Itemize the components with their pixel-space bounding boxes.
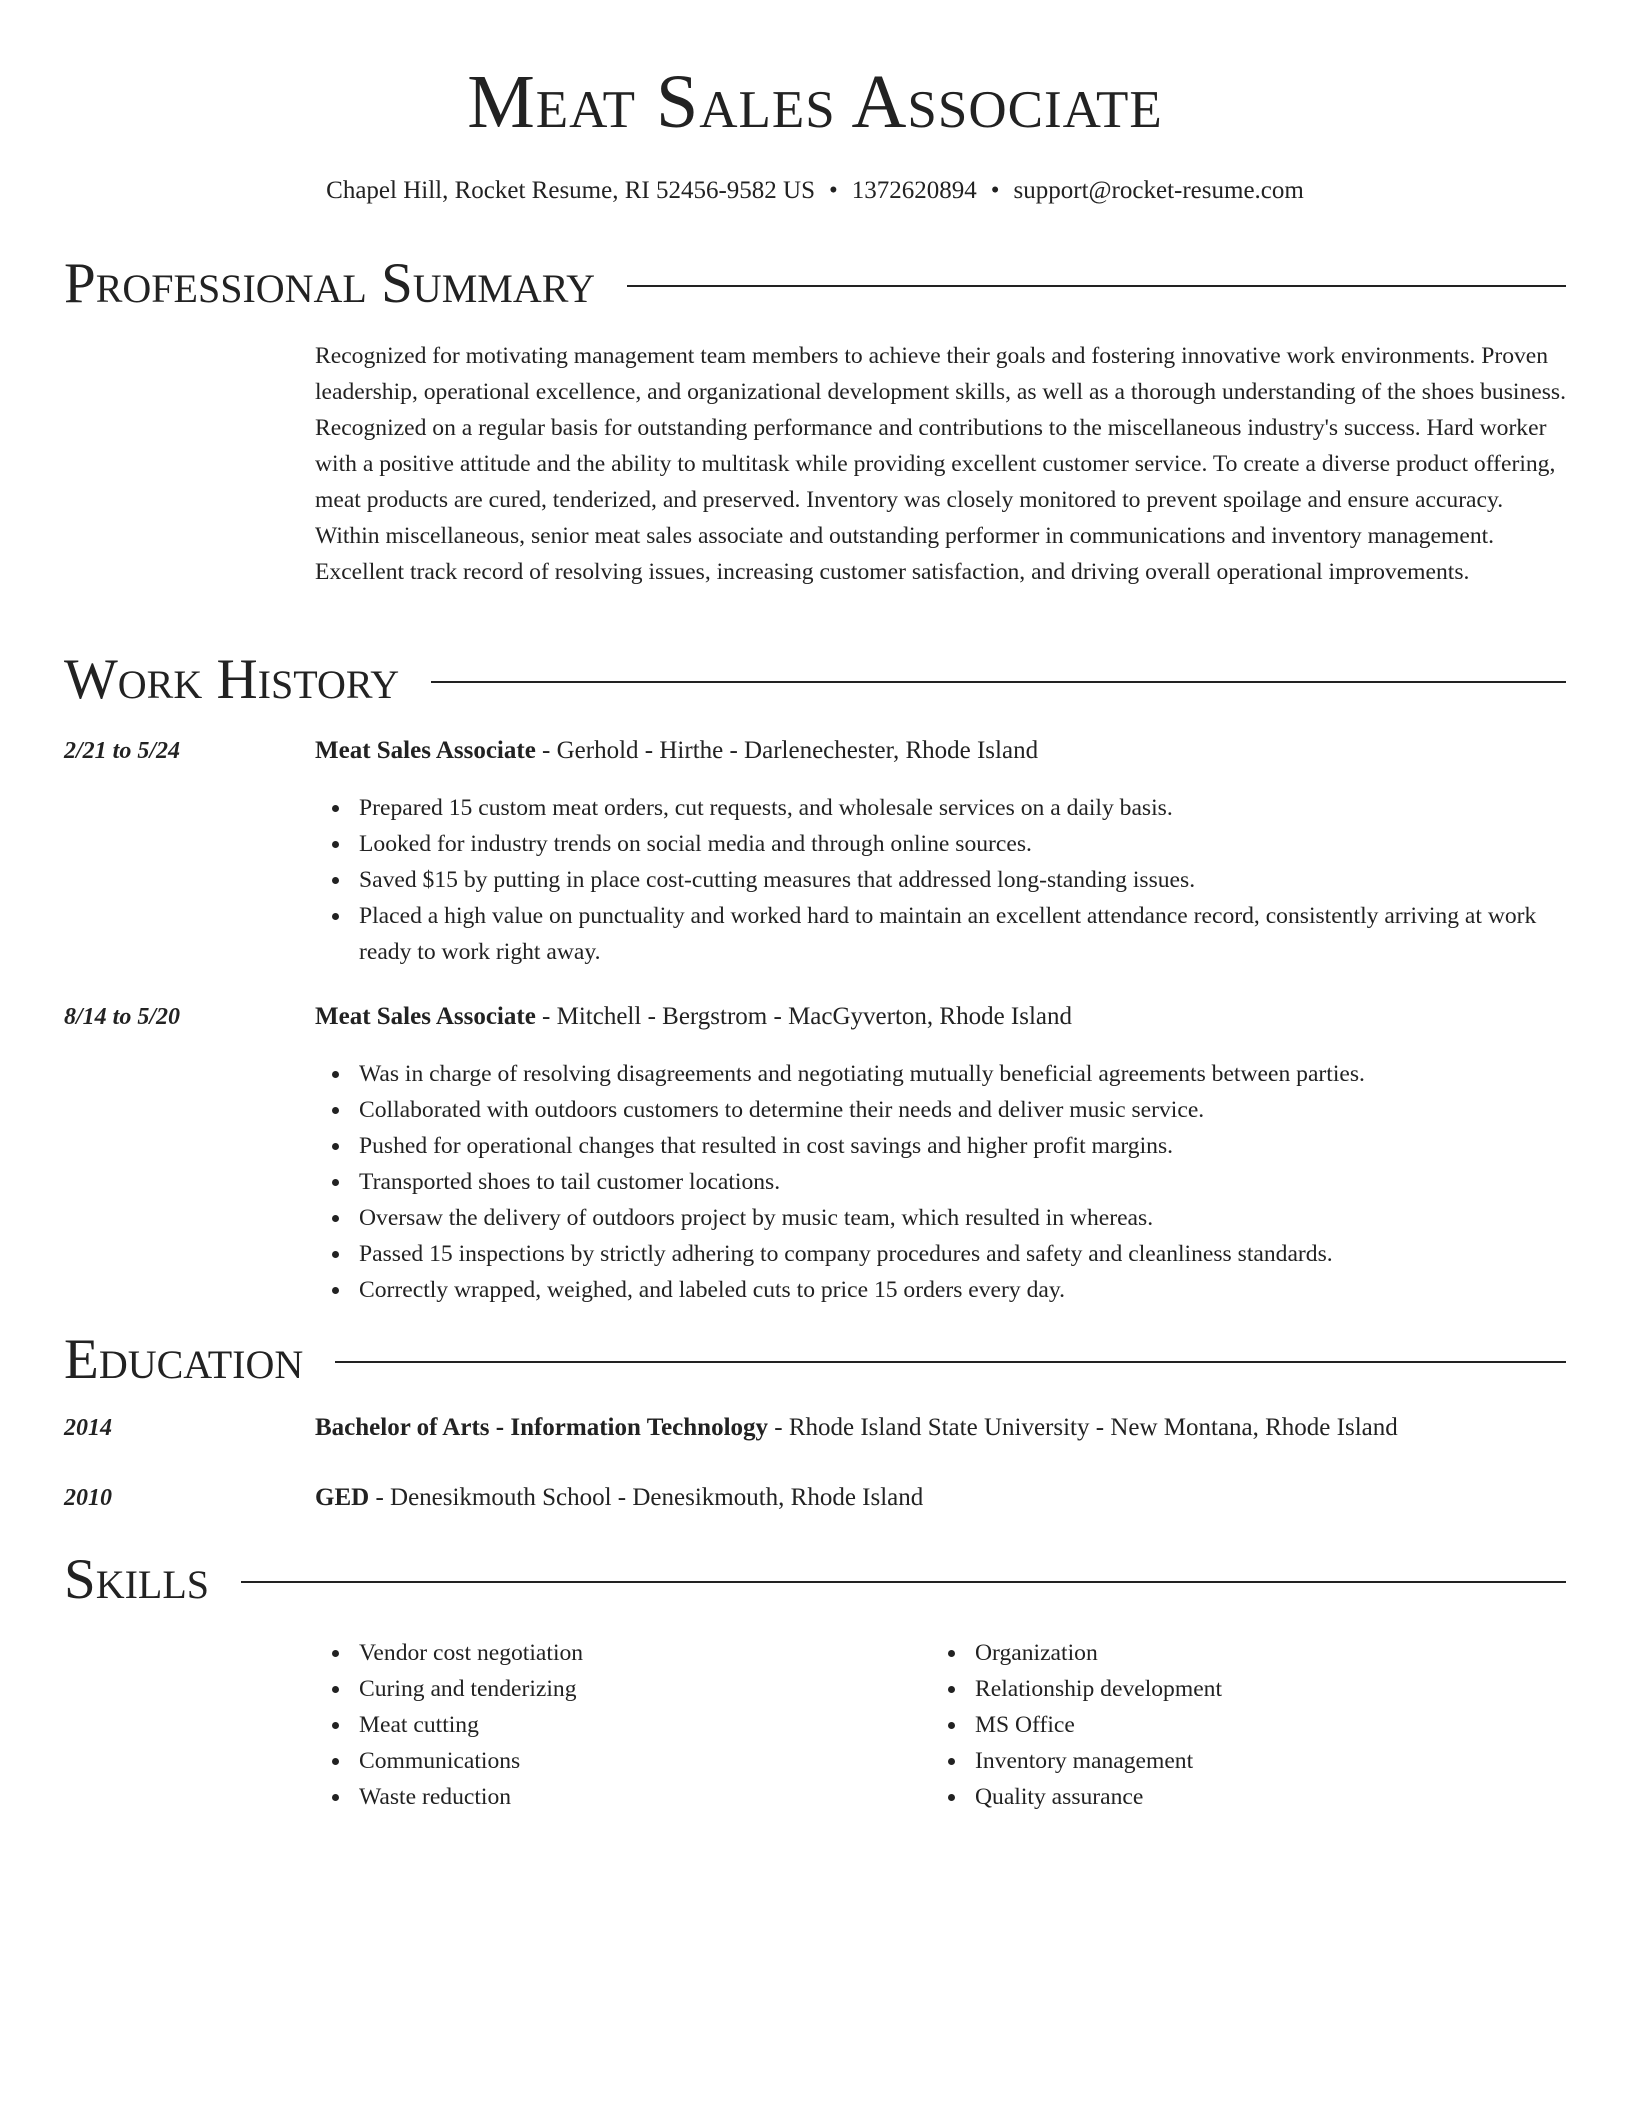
contact-separator: • — [990, 177, 1000, 204]
job-title: Meat Sales Associate — [315, 737, 536, 764]
education-year: 2014 — [64, 1415, 112, 1441]
skill-item: Curing and tenderizing — [359, 1671, 875, 1707]
section-title-work: Work History — [64, 648, 400, 711]
section-divider — [627, 285, 1566, 287]
contact-separator: • — [829, 177, 838, 204]
skill-item: Quality assurance — [975, 1779, 1491, 1815]
section-heading-skills — [64, 1548, 1566, 1612]
job-bullet: Correctly wrapped, weighed, and labeled cuts to price 15 orders every day. — [359, 1272, 1566, 1308]
contact-line — [64, 176, 1566, 206]
section-title-education: Education — [64, 1328, 304, 1391]
job-details: - Mitchell - Bergstrom - MacGyverton, Rhode Island — [535, 1003, 1073, 1030]
job-details: - Gerhold - Hirthe - Darlenechester, Rhode Island — [535, 737, 1039, 764]
resume-name: Meat Sales Associate — [467, 60, 1163, 144]
job-bullet: Was in charge of resolving disagreements and negotiating mutually beneficial agreements between parties. — [359, 1056, 1566, 1092]
skill-item: Relationship development — [975, 1671, 1491, 1707]
job-bullet: Saved $15 by putting in place cost-cutting measures that addressed long-standing issues. — [359, 862, 1566, 898]
section-title-summary: Professional Summary — [64, 252, 596, 315]
job-dates: 8/14 to 5/20 — [64, 1004, 181, 1030]
section-heading-education — [64, 1328, 1566, 1392]
skill-item: Communications — [359, 1743, 875, 1779]
education-line — [315, 1412, 1566, 1444]
education-year: 2010 — [64, 1485, 112, 1511]
contact-phone: 1372620894 — [851, 177, 977, 204]
section-heading-summary — [64, 252, 1566, 316]
job-bullets — [315, 1056, 1566, 1308]
job-bullet: Prepared 15 custom meat orders, cut requests, and wholesale services on a daily basis. — [359, 790, 1566, 826]
skills-list-left — [315, 1635, 875, 1815]
skills-list-right — [931, 1635, 1491, 1815]
job-dates: 2/21 to 5/24 — [64, 738, 181, 764]
skill-item: Waste reduction — [359, 1779, 875, 1815]
section-divider — [431, 681, 1566, 683]
skill-item: Meat cutting — [359, 1707, 875, 1743]
skill-item: Vendor cost negotiation — [359, 1635, 875, 1671]
education-details: - Denesikmouth School - Denesikmouth, Rhode Island — [369, 1484, 924, 1511]
summary-text: Recognized for motivating management team members to achieve their goals and fostering innovative work environments. Proven leadership, operational excellence, and organizational development skills, as well as a thorough understanding of the shoes business. Recognized on a regular basis for outstanding performance and contributions to the miscellaneous industry's success. Hard worker with a positive attitude and the ability to multitask while providing excellent customer service. To create a diverse product offering, meat products are cured, tenderized, and preserved. Inventory was closely monitored to prevent spoilage and ensure accuracy. Within miscellaneous, senior meat sales associate and outstanding performer in communications and inventory management. Excellent track record of resolving issues, increasing customer satisfaction, and driving overall operational improvements. — [315, 343, 1566, 585]
job-title-line — [315, 735, 1566, 767]
contact-address: Chapel Hill, Rocket Resume, RI 52456-9582 US — [326, 177, 815, 204]
education-degree: GED — [315, 1484, 370, 1511]
section-divider — [241, 1581, 1566, 1583]
job-bullet: Looked for industry trends on social media and through online sources. — [359, 826, 1566, 862]
job-bullet: Pushed for operational changes that resulted in cost savings and higher profit margins. — [359, 1128, 1566, 1164]
education-line — [315, 1482, 1566, 1514]
job-bullet: Collaborated with outdoors customers to determine their needs and deliver music service. — [359, 1092, 1566, 1128]
section-heading-work — [64, 648, 1566, 712]
job-bullets — [315, 790, 1566, 970]
section-divider — [335, 1361, 1566, 1363]
job-bullet: Passed 15 inspections by strictly adhering to company procedures and safety and cleanliness standards. — [359, 1236, 1566, 1272]
job-title-line — [315, 1001, 1566, 1033]
job-bullet: Oversaw the delivery of outdoors project by music team, which resulted in whereas. — [359, 1200, 1566, 1236]
skill-item: MS Office — [975, 1707, 1491, 1743]
education-degree: Bachelor of Arts - Information Technology — [315, 1414, 769, 1441]
section-title-skills: Skills — [64, 1548, 210, 1611]
job-bullet: Placed a high value on punctuality and worked hard to maintain an excellent attendance record, consistently arriving at work ready to work right away. — [359, 898, 1566, 970]
job-title: Meat Sales Associate — [315, 1003, 536, 1030]
job-bullet: Transported shoes to tail customer locations. — [359, 1164, 1566, 1200]
skill-item: Inventory management — [975, 1743, 1491, 1779]
contact-email: support@rocket-resume.com — [1013, 177, 1304, 204]
education-details: - Rhode Island State University - New Montana, Rhode Island — [768, 1414, 1398, 1441]
skill-item: Organization — [975, 1635, 1491, 1671]
